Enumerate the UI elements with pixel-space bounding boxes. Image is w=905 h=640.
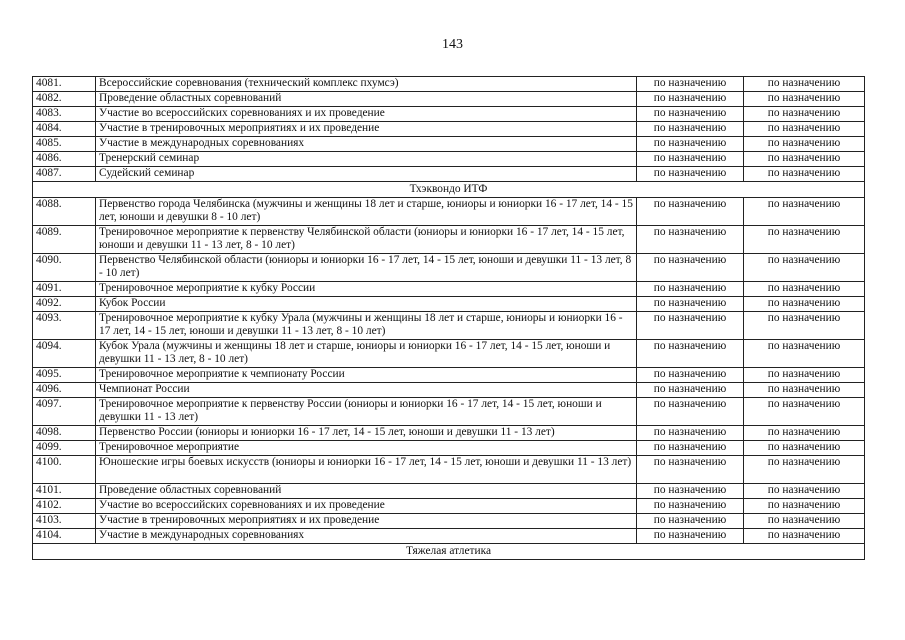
funding-column-b: по назначению (744, 456, 865, 484)
event-name: Участие в тренировочных мероприятиях и их проведение (96, 514, 637, 529)
event-name: Кубок России (96, 297, 637, 312)
funding-column-a: по назначению (637, 122, 744, 137)
funding-column-a: по назначению (637, 137, 744, 152)
table-row (33, 254, 865, 282)
event-name: Судейский семинар (96, 167, 637, 182)
row-number: 4102. (33, 499, 96, 514)
funding-column-a: по назначению (637, 484, 744, 499)
section-header-row (33, 182, 865, 198)
funding-column-a: по назначению (637, 282, 744, 297)
event-name: Участие в международных соревнованиях (96, 137, 637, 152)
row-number: 4097. (33, 398, 96, 426)
funding-column-a: по назначению (637, 383, 744, 398)
funding-column-b: по назначению (744, 340, 865, 368)
event-name: Чемпионат России (96, 383, 637, 398)
funding-column-a: по назначению (637, 340, 744, 368)
funding-column-b: по назначению (744, 529, 865, 544)
section-header-row (33, 544, 865, 560)
row-number: 4098. (33, 426, 96, 441)
row-number: 4095. (33, 368, 96, 383)
table-row (33, 77, 865, 92)
table-row (33, 107, 865, 122)
funding-column-a: по назначению (637, 152, 744, 167)
event-name: Первенство города Челябинска (мужчины и женщины 18 лет и старше, юниоры и юниорки 16 - 17 лет, 14 - 15 лет, юноши и девушки 8 - 10 лет) (96, 198, 637, 226)
funding-column-b: по назначению (744, 398, 865, 426)
event-name: Кубок Урала (мужчины и женщины 18 лет и старше, юниоры и юниорки 16 - 17 лет, 14 - 15 лет, юноши и девушки 11 - 13 лет, 8 - 10 лет) (96, 340, 637, 368)
event-name: Тренировочное мероприятие к первенству России (юниоры и юниорки 16 - 17 лет, 14 - 15 лет, юноши и девушки 11 - 13 лет) (96, 398, 637, 426)
funding-column-a: по назначению (637, 297, 744, 312)
funding-column-b: по назначению (744, 92, 865, 107)
funding-column-b: по назначению (744, 282, 865, 297)
table-row (33, 340, 865, 368)
table-row (33, 152, 865, 167)
event-name: Тренировочное мероприятие к кубку России (96, 282, 637, 297)
funding-column-a: по назначению (637, 312, 744, 340)
event-name: Участие в тренировочных мероприятиях и их проведение (96, 122, 637, 137)
event-name: Первенство России (юниоры и юниорки 16 - 17 лет, 14 - 15 лет, юноши и девушки 11 - 13 лет) (96, 426, 637, 441)
funding-column-a: по назначению (637, 107, 744, 122)
event-name: Тренерский семинар (96, 152, 637, 167)
event-name: Проведение областных соревнований (96, 484, 637, 499)
funding-column-a: по назначению (637, 226, 744, 254)
row-number: 4103. (33, 514, 96, 529)
funding-column-b: по назначению (744, 122, 865, 137)
funding-column-b: по назначению (744, 137, 865, 152)
row-number: 4088. (33, 198, 96, 226)
funding-column-b: по назначению (744, 484, 865, 499)
table-row (33, 456, 865, 484)
event-name: Тренировочное мероприятие к чемпионату России (96, 368, 637, 383)
row-number: 4082. (33, 92, 96, 107)
event-name: Тренировочное мероприятие к кубку Урала (мужчины и женщины 18 лет и старше, юниоры и юниорки 16 - 17 лет, 14 - 15 лет, юноши и девушки 11 - 13 лет, 8 - 10 лет) (96, 312, 637, 340)
event-name: Проведение областных соревнований (96, 92, 637, 107)
table-row (33, 312, 865, 340)
table-row (33, 297, 865, 312)
event-name: Участие в международных соревнованиях (96, 529, 637, 544)
funding-column-a: по назначению (637, 441, 744, 456)
table-row (33, 368, 865, 383)
table-row (33, 137, 865, 152)
funding-column-a: по назначению (637, 499, 744, 514)
table-row (33, 484, 865, 499)
section-title: Тхэквондо ИТФ (33, 182, 865, 198)
funding-column-b: по назначению (744, 383, 865, 398)
event-name: Тренировочное мероприятие к первенству Челябинской области (юниоры и юниорки 16 - 17 лет, 14 - 15 лет, юноши и девушки 11 - 13 лет, 8 - 10 лет) (96, 226, 637, 254)
funding-column-b: по назначению (744, 77, 865, 92)
funding-column-b: по назначению (744, 312, 865, 340)
event-name: Участие во всероссийских соревнованиях и их проведение (96, 499, 637, 514)
row-number: 4093. (33, 312, 96, 340)
funding-column-a: по назначению (637, 398, 744, 426)
table-row (33, 398, 865, 426)
funding-column-a: по назначению (637, 368, 744, 383)
event-name: Всероссийские соревнования (технический комплекс пхумсэ) (96, 77, 637, 92)
row-number: 4090. (33, 254, 96, 282)
funding-column-b: по назначению (744, 368, 865, 383)
row-number: 4094. (33, 340, 96, 368)
event-name: Участие во всероссийских соревнованиях и их проведение (96, 107, 637, 122)
table-row (33, 529, 865, 544)
funding-column-b: по назначению (744, 254, 865, 282)
funding-column-b: по назначению (744, 226, 865, 254)
funding-column-b: по назначению (744, 167, 865, 182)
events-table (32, 76, 865, 560)
funding-column-a: по назначению (637, 77, 744, 92)
funding-column-a: по назначению (637, 426, 744, 441)
table-row (33, 426, 865, 441)
table-row (33, 514, 865, 529)
row-number: 4092. (33, 297, 96, 312)
funding-column-b: по назначению (744, 107, 865, 122)
funding-column-a: по назначению (637, 529, 744, 544)
event-name: Юношеские игры боевых искусств (юниоры и юниорки 16 - 17 лет, 14 - 15 лет, юноши и девушки 11 - 13 лет) (96, 456, 637, 484)
row-number: 4081. (33, 77, 96, 92)
funding-column-b: по назначению (744, 514, 865, 529)
funding-column-b: по назначению (744, 152, 865, 167)
table-row (33, 198, 865, 226)
table-row (33, 92, 865, 107)
table-row (33, 122, 865, 137)
funding-column-a: по назначению (637, 254, 744, 282)
row-number: 4085. (33, 137, 96, 152)
row-number: 4087. (33, 167, 96, 182)
row-number: 4099. (33, 441, 96, 456)
funding-column-a: по назначению (637, 198, 744, 226)
row-number: 4086. (33, 152, 96, 167)
event-name: Тренировочное мероприятие (96, 441, 637, 456)
row-number: 4104. (33, 529, 96, 544)
row-number: 4100. (33, 456, 96, 484)
funding-column-b: по назначению (744, 426, 865, 441)
funding-column-a: по назначению (637, 514, 744, 529)
row-number: 4089. (33, 226, 96, 254)
table-row (33, 167, 865, 182)
funding-column-b: по назначению (744, 441, 865, 456)
page-number: 143 (442, 37, 463, 52)
row-number: 4083. (33, 107, 96, 122)
funding-column-a: по назначению (637, 456, 744, 484)
table-row (33, 226, 865, 254)
row-number: 4091. (33, 282, 96, 297)
row-number: 4096. (33, 383, 96, 398)
row-number: 4101. (33, 484, 96, 499)
funding-column-b: по назначению (744, 297, 865, 312)
row-number: 4084. (33, 122, 96, 137)
section-title: Тяжелая атлетика (33, 544, 865, 560)
funding-column-b: по назначению (744, 198, 865, 226)
events-table-body (33, 77, 865, 560)
event-name: Первенство Челябинской области (юниоры и юниорки 16 - 17 лет, 14 - 15 лет, юноши и девушки 11 - 13 лет, 8 - 10 лет) (96, 254, 637, 282)
table-row (33, 441, 865, 456)
funding-column-a: по назначению (637, 92, 744, 107)
table-row (33, 282, 865, 297)
funding-column-a: по назначению (637, 167, 744, 182)
table-row (33, 499, 865, 514)
funding-column-b: по назначению (744, 499, 865, 514)
table-row (33, 383, 865, 398)
